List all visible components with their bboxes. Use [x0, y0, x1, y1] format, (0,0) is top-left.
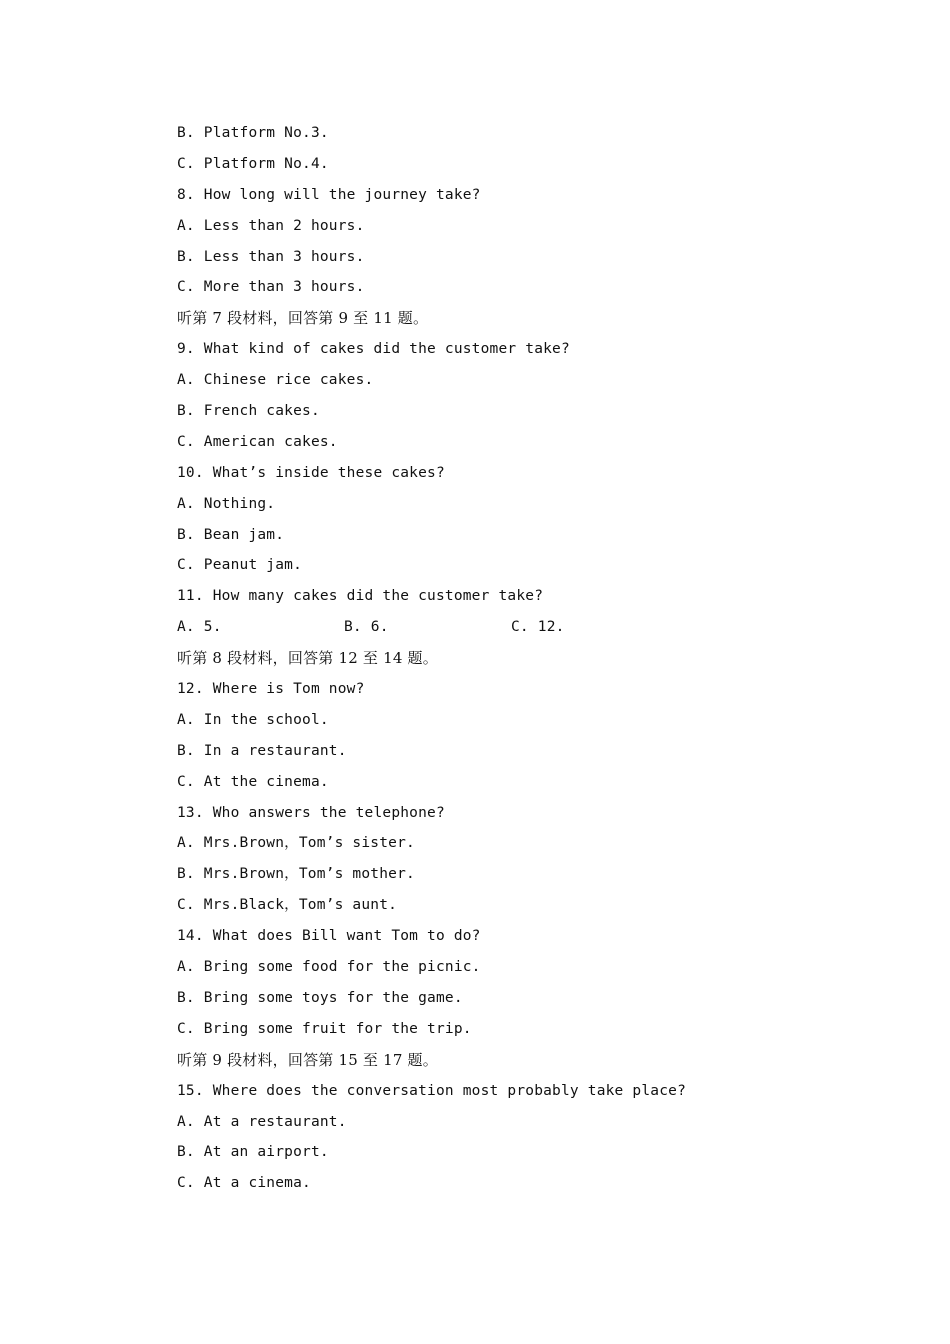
answer-option: B. Platform No.3. [177, 125, 329, 141]
answer-option: A. Nothing. [177, 495, 276, 512]
answer-option: B. Mrs.Brown，Tom’s mother. [177, 866, 415, 883]
answer-option: A. Less than 2 hours. [177, 217, 365, 234]
answer-option: C. Platform No.4. [177, 155, 329, 172]
answer-option: A. 5. [177, 619, 222, 636]
answer-option: C. More than 3 hours. [177, 279, 365, 296]
section-heading: 听第 9 段材料，回答第 15 至 17 题。 [177, 1050, 438, 1069]
answer-option: A. Mrs.Brown，Tom’s sister. [177, 835, 415, 852]
answer-option: B. At an airport. [177, 1144, 329, 1161]
question-text: 8. How long will the journey take? [177, 186, 481, 203]
question-text: 15. Where does the conversation most probably take place? [177, 1082, 686, 1099]
question-text: 12. Where is Tom now? [177, 681, 365, 698]
answer-option: B. French cakes. [177, 403, 320, 420]
section-heading: 听第 8 段材料，回答第 12 至 14 题。 [177, 649, 438, 668]
answer-option: B. Less than 3 hours. [177, 248, 365, 265]
section-heading: 听第 7 段材料，回答第 9 至 11 题。 [177, 309, 429, 328]
answer-option: B. Bring some toys for the game. [177, 989, 463, 1006]
answer-option: C. At the cinema. [177, 773, 329, 790]
answer-option: B. In a restaurant. [177, 742, 347, 759]
answer-option: B. 6. [344, 619, 389, 636]
answer-option: C. 12. [511, 619, 565, 636]
question-text: 14. What does Bill want Tom to do? [177, 928, 481, 945]
answer-option: A. In the school. [177, 711, 329, 728]
answer-option: A. Chinese rice cakes. [177, 372, 374, 389]
question-text: 11. How many cakes did the customer take? [177, 588, 544, 605]
answer-option: C. Mrs.Black，Tom’s aunt. [177, 897, 398, 914]
document-body [177, 118, 857, 1199]
answer-option: A. At a restaurant. [177, 1113, 347, 1130]
question-text: 13. Who answers the telephone? [177, 804, 445, 821]
answer-option: C. Peanut jam. [177, 557, 303, 574]
inline-options-row [177, 612, 857, 643]
answer-option: C. At a cinema. [177, 1175, 311, 1192]
answer-option: A. Bring some food for the picnic. [177, 959, 481, 976]
answer-option: C. Bring some fruit for the trip. [177, 1020, 472, 1037]
question-text: 10. What’s inside these cakes? [177, 464, 445, 481]
answer-option: B. Bean jam. [177, 526, 285, 543]
answer-option: C. American cakes. [177, 433, 338, 450]
question-text: 9. What kind of cakes did the customer take? [177, 341, 570, 358]
